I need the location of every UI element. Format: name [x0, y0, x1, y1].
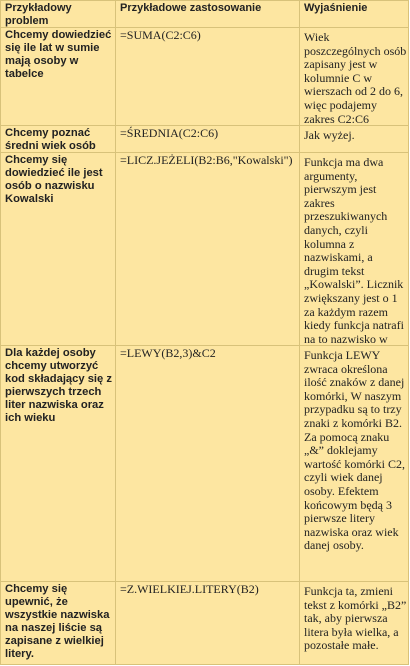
row-problem: Chcemy się dowiedzieć ile jest osób o nazwisku Kowalski	[0, 153, 115, 345]
row-explanation-text: Funkcja LEWY zwraca określona ilość znaków z danej komórki, W naszym przypadku są to trzy znaki z komórki B2. Za pomocą znaku „&” doklejamy wartość komórki C2, czyli wiek danej osoby. Efektem końcowym będą 3 pierwsze litery nazwiska oraz wiek danej osoby.	[304, 348, 405, 553]
row-problem: Chcemy poznać średni wiek osób	[0, 126, 115, 152]
row-formula: =LICZ.JEŻELI(B2:B6,"Kowalski")	[115, 153, 299, 345]
row-explanation	[299, 126, 409, 152]
table-row	[0, 27, 409, 125]
table-row	[0, 152, 409, 345]
row-formula: =ŚREDNIA(C2:C6)	[115, 126, 299, 152]
row-explanation	[299, 346, 409, 581]
row-explanation	[299, 28, 409, 125]
table-row	[0, 125, 409, 152]
row-formula: =SUMA(C2:C6)	[115, 28, 299, 125]
row-explanation	[299, 153, 409, 345]
table-header-row	[0, 0, 409, 27]
row-formula: =LEWY(B2,3)&C2	[115, 346, 299, 581]
table-row	[0, 581, 409, 665]
row-formula: =Z.WIELKIEJ.LITERY(B2)	[115, 582, 299, 665]
row-explanation	[299, 582, 409, 665]
row-explanation-text: Jak wyżej.	[304, 128, 355, 142]
row-problem: Chcemy dowiedzieć się ile lat w sumie mają osoby w tabelce	[0, 28, 115, 125]
row-explanation-text: Funkcja ta, zmieni tekst z komórki „B2” tak, aby pierwsza litera była wielka, a pozostałe małe.	[304, 584, 407, 653]
table-row	[0, 345, 409, 581]
header-explanation: Wyjaśnienie	[299, 1, 409, 27]
row-problem: Chcemy się upewnić, że wszystkie nazwiska na naszej liście są zapisane z wielkiej litery.	[0, 582, 115, 665]
row-explanation-text: Wiek poszczególnych osób zapisany jest w kolumnie C w wierszach od 2 do 6, więc podajemy zakres C2:C6	[304, 30, 407, 125]
row-explanation-text: Funkcja ma dwa argumenty, pierwszym jest zakres przeszukiwanych danych, czyli kolumna z nazwiskami, a drugim tekst „Kowalski”. Licznik zwiększany jest o 1 za każdym razem kiedy funkcja natrafi na to nazwisko w	[304, 155, 404, 345]
header-problem: Przykładowy problem	[0, 1, 115, 27]
row-problem: Dla każdej osoby chcemy utworzyć kod składający się z pierwszych trzech liter nazwiska oraz ich wieku	[0, 346, 115, 581]
header-usage: Przykładowe zastosowanie	[115, 1, 299, 27]
